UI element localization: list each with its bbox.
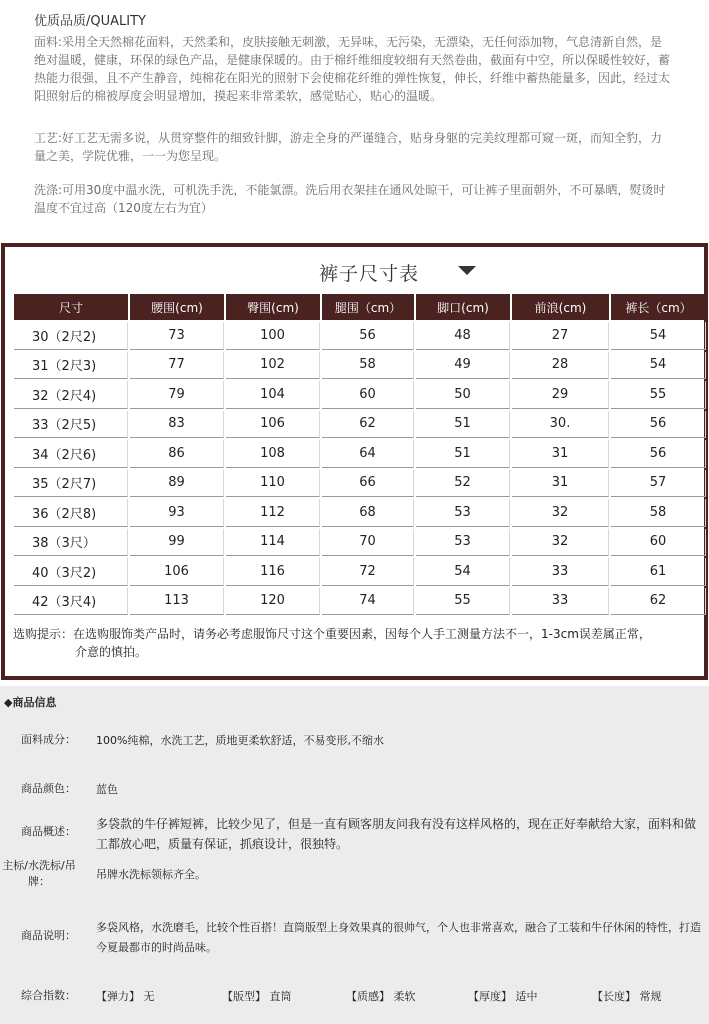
table-cell: 32（2尺4) bbox=[14, 381, 128, 409]
table-cell: 31 bbox=[512, 440, 609, 468]
wash-label: 洗涤: bbox=[34, 183, 63, 197]
table-cell: 86 bbox=[130, 440, 224, 468]
table-cell: 38（3尺） bbox=[14, 529, 128, 557]
table-cell: 102 bbox=[226, 352, 320, 380]
quality-title: 优质品质/QUALITY bbox=[34, 14, 146, 29]
table-cell: 77 bbox=[130, 352, 224, 380]
table-row bbox=[14, 440, 706, 468]
table-cell: 57 bbox=[611, 470, 706, 498]
table-cell: 79 bbox=[130, 381, 224, 409]
size-header-cell: 臀围(cm) bbox=[226, 294, 320, 320]
table-cell: 56 bbox=[611, 411, 706, 439]
size-table-body bbox=[14, 322, 706, 615]
craft-label: 工艺: bbox=[34, 131, 63, 145]
table-cell: 40（3尺2) bbox=[14, 558, 128, 586]
table-cell: 51 bbox=[416, 411, 510, 439]
craft-text: 好工艺无需多说，从贯穿整件的细致针脚，游走全身的严谨缝合，贴身身躯的完美纹理都可窥一斑，而知全豹，力量之美，学院优雅，一一为您呈现。 bbox=[34, 131, 663, 163]
table-cell: 50 bbox=[416, 381, 510, 409]
table-cell: 70 bbox=[322, 529, 414, 557]
craft-description bbox=[34, 129, 674, 165]
table-cell: 51 bbox=[416, 440, 510, 468]
table-cell: 32 bbox=[512, 529, 609, 557]
table-cell: 61 bbox=[611, 558, 706, 586]
info-value: 吊牌水洗标领标齐全。 bbox=[96, 868, 206, 881]
table-cell: 42（3尺4) bbox=[14, 588, 128, 616]
product-info-header: ◆商品信息 bbox=[4, 696, 57, 709]
size-chart-panel bbox=[1, 243, 708, 680]
table-cell: 108 bbox=[226, 440, 320, 468]
table-row bbox=[14, 322, 706, 350]
table-cell: 53 bbox=[416, 529, 510, 557]
table-cell: 53 bbox=[416, 499, 510, 527]
info-label: 主标/水洗标/吊牌： bbox=[2, 859, 76, 888]
table-cell: 68 bbox=[322, 499, 414, 527]
wash-description bbox=[34, 181, 674, 217]
table-cell: 55 bbox=[416, 588, 510, 616]
table-cell: 66 bbox=[322, 470, 414, 498]
wash-text: 可用30度中温水洗，可机洗手洗，不能氯漂。洗后用衣架挂在通风处晾干，可让裤子里面朝外，不可暴晒，熨烫时温度不宜过高（120度左右为宜） bbox=[34, 183, 666, 215]
quality-section bbox=[0, 0, 709, 243]
table-cell: 36（2尺8) bbox=[14, 499, 128, 527]
table-cell: 112 bbox=[226, 499, 320, 527]
table-cell: 32 bbox=[512, 499, 609, 527]
triangle-down-icon bbox=[458, 266, 476, 275]
table-cell: 62 bbox=[322, 411, 414, 439]
info-label: 商品颜色： bbox=[21, 782, 76, 795]
size-table-header bbox=[14, 294, 706, 320]
size-header-cell: 裤长（cm） bbox=[611, 294, 706, 320]
table-cell: 116 bbox=[226, 558, 320, 586]
table-cell: 28 bbox=[512, 352, 609, 380]
table-cell: 60 bbox=[611, 529, 706, 557]
table-cell: 49 bbox=[416, 352, 510, 380]
table-row bbox=[14, 352, 706, 380]
index-length: 【长度】 常规 bbox=[592, 990, 662, 1003]
table-cell: 33 bbox=[512, 558, 609, 586]
table-cell: 104 bbox=[226, 381, 320, 409]
table-cell: 31（2尺3) bbox=[14, 352, 128, 380]
table-cell: 55 bbox=[611, 381, 706, 409]
table-cell: 35（2尺7) bbox=[14, 470, 128, 498]
index-fit: 【版型】 直筒 bbox=[222, 990, 292, 1003]
info-value: 蓝色 bbox=[96, 783, 118, 796]
table-cell: 74 bbox=[322, 588, 414, 616]
size-header-cell: 尺寸 bbox=[14, 294, 128, 320]
table-cell: 27 bbox=[512, 322, 609, 350]
table-row bbox=[14, 558, 706, 586]
table-row bbox=[14, 499, 706, 527]
size-header-cell: 前浪(cm) bbox=[512, 294, 609, 320]
table-row bbox=[14, 411, 706, 439]
table-cell: 58 bbox=[322, 352, 414, 380]
table-cell: 48 bbox=[416, 322, 510, 350]
notice-line-2: 介意的慎拍。 bbox=[75, 645, 148, 659]
info-label: 商品说明： bbox=[21, 929, 76, 942]
info-label: 商品概述： bbox=[21, 825, 76, 838]
table-cell: 29 bbox=[512, 381, 609, 409]
table-cell: 52 bbox=[416, 470, 510, 498]
table-cell: 31 bbox=[512, 470, 609, 498]
table-cell: 83 bbox=[130, 411, 224, 439]
fabric-label: 面料: bbox=[34, 35, 63, 49]
purchase-notice bbox=[13, 625, 693, 661]
table-cell: 33 bbox=[512, 588, 609, 616]
table-cell: 89 bbox=[130, 470, 224, 498]
table-cell: 30. bbox=[512, 411, 609, 439]
index-thickness: 【厚度】 适中 bbox=[468, 990, 538, 1003]
table-cell: 56 bbox=[611, 440, 706, 468]
table-cell: 60 bbox=[322, 381, 414, 409]
table-row bbox=[14, 470, 706, 498]
table-cell: 54 bbox=[416, 558, 510, 586]
table-cell: 99 bbox=[130, 529, 224, 557]
fabric-description bbox=[34, 33, 674, 105]
table-cell: 114 bbox=[226, 529, 320, 557]
table-cell: 33（2尺5) bbox=[14, 411, 128, 439]
table-cell: 72 bbox=[322, 558, 414, 586]
product-info-section bbox=[0, 686, 709, 1024]
table-cell: 64 bbox=[322, 440, 414, 468]
table-cell: 106 bbox=[130, 558, 224, 586]
table-cell: 120 bbox=[226, 588, 320, 616]
table-cell: 100 bbox=[226, 322, 320, 350]
table-cell: 93 bbox=[130, 499, 224, 527]
table-cell: 30（2尺2) bbox=[14, 322, 128, 350]
table-cell: 54 bbox=[611, 322, 706, 350]
size-chart-title: 裤子尺寸表 bbox=[319, 263, 420, 285]
size-header-cell: 腿围（cm） bbox=[322, 294, 414, 320]
info-value: 多袋款的牛仔裤短裤，比较少见了，但是一直有顾客朋友问我有没有这样风格的，现在正好奉献给大家，面料和做工都放心吧，质量有保证，抓痕设计，很独特。 bbox=[96, 817, 697, 851]
info-label: 面料成分： bbox=[21, 733, 76, 746]
info-value: 多袋风格，水洗磨毛，比较个性百搭！直筒版型上身效果真的很帅气，个人也非常喜欢，融合了工装和牛仔休闲的特性，打造今夏最都市的时尚品味。 bbox=[96, 921, 701, 954]
size-table bbox=[12, 292, 708, 617]
index-elasticity: 【弹力】 无 bbox=[96, 990, 155, 1003]
notice-line-1: 选购提示：在选购服饰类产品时，请务必考虑服饰尺寸这个重要因素，因每个人手工测量方法不一，1-3cm误差属正常， bbox=[13, 627, 651, 641]
index-texture: 【质感】 柔软 bbox=[346, 990, 416, 1003]
table-cell: 110 bbox=[226, 470, 320, 498]
table-row bbox=[14, 588, 706, 616]
table-cell: 58 bbox=[611, 499, 706, 527]
info-value: 100%纯棉，水洗工艺，质地更柔软舒适，不易变形,不缩水 bbox=[96, 734, 384, 747]
table-row bbox=[14, 381, 706, 409]
table-row bbox=[14, 529, 706, 557]
table-cell: 106 bbox=[226, 411, 320, 439]
table-cell: 73 bbox=[130, 322, 224, 350]
table-cell: 54 bbox=[611, 352, 706, 380]
size-header-cell: 脚口(cm) bbox=[416, 294, 510, 320]
size-header-cell: 腰围(cm) bbox=[130, 294, 224, 320]
info-label: 综合指数： bbox=[21, 989, 76, 1002]
table-cell: 56 bbox=[322, 322, 414, 350]
fabric-text: 采用全天然棉花面料，天然柔和，皮肤接触无刺激，无异味，无污染，无漂染，无任何添加物，气息清新自然，是绝对温暖，健康，环保的绿色产品，是健康保暖的。由于棉纤维细度较细有天然卷曲，截面有中空，所以保暖性较好，蓄热能力很强，且不产生静音，纯棉花在阳光的照射下会使棉花纤维的弹性恢复，伸长，纤维中蓄热能量多，因此，经过太阳照射后的棉被厚度会明显增加，摸起来非常柔软，感觉贴心，贴心的温暖。 bbox=[34, 35, 671, 103]
table-cell: 113 bbox=[130, 588, 224, 616]
table-cell: 34（2尺6) bbox=[14, 440, 128, 468]
table-cell: 62 bbox=[611, 588, 706, 616]
